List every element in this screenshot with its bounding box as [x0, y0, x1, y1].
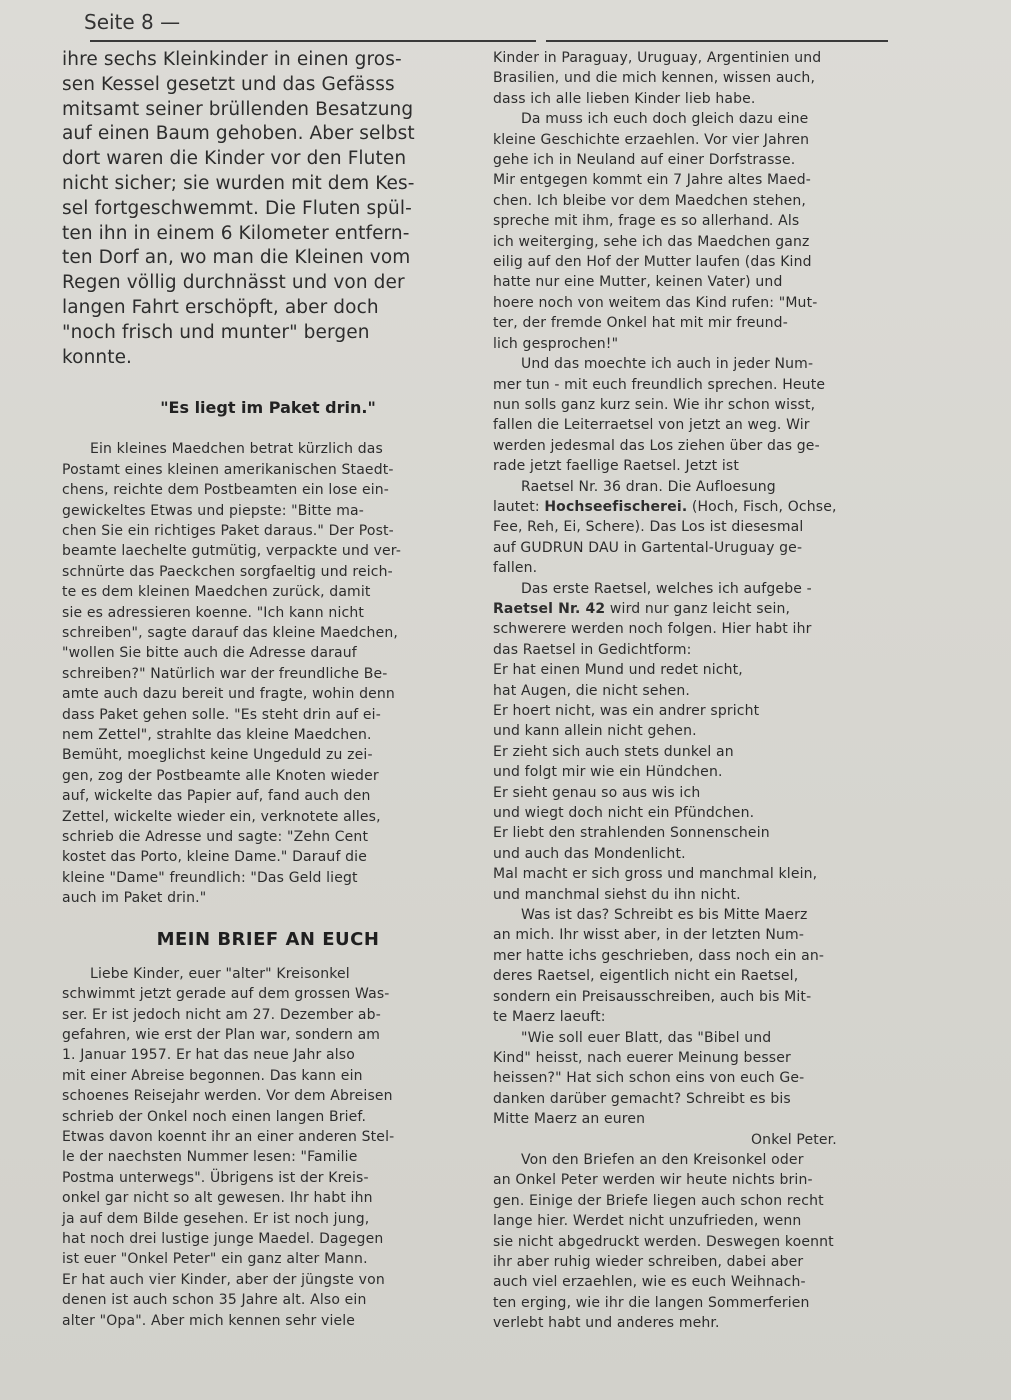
- text-line: chen. Ich bleibe vor dem Maedchen stehen,: [493, 192, 807, 209]
- text-line: hat Augen, die nicht sehen.: [493, 682, 690, 699]
- text-line: chen Sie ein richtiges Paket daraus." Der Post-: [62, 522, 394, 539]
- text-line: Liebe Kinder, euer "alter" Kreisonkel: [90, 965, 350, 982]
- text-line: dass ich alle lieben Kinder lieb habe.: [493, 90, 756, 107]
- text-line: le der naechsten Nummer lesen: "Familie: [62, 1149, 358, 1166]
- text-line: ist euer "Onkel Peter" ein ganz alter Mann.: [62, 1251, 368, 1268]
- text-line: Von den Briefen an den Kreisonkel oder: [521, 1151, 804, 1168]
- header-rule-right: [546, 40, 888, 42]
- text-line: sel fortgeschwemmt. Die Fluten spül-: [62, 197, 412, 219]
- text-line: schreiben", sagte darauf das kleine Maedchen,: [62, 625, 398, 642]
- text-line: kostet das Porto, kleine Dame." Darauf die: [62, 849, 367, 866]
- header-rule-left: [90, 40, 536, 42]
- text-line: mitsamt seiner brüllenden Besatzung: [62, 98, 414, 120]
- letter-paragraph: [62, 964, 474, 1331]
- text-line: "wollen Sie bitte auch die Adresse darauf: [62, 645, 357, 662]
- text-line: Postamt eines kleinen amerikanischen Staedt-: [62, 461, 394, 478]
- left-column: [62, 48, 474, 1331]
- signature: Onkel Peter.: [751, 1131, 837, 1148]
- text-line: auch viel erzaehlen, wie es euch Weihnach-: [493, 1274, 806, 1291]
- text-line: das Raetsel in Gedichtform:: [493, 641, 692, 658]
- text-line: Fee, Reh, Ei, Schere). Das Los ist diesesmal: [493, 519, 804, 536]
- text-line: amte auch dazu bereit und fragte, wohin denn: [62, 686, 395, 703]
- text-line: lange hier. Werdet nicht unzufrieden, wenn: [493, 1213, 802, 1230]
- text-line: hat noch drei lustige junge Maedel. Dagegen: [62, 1230, 384, 1247]
- text-line: danken darüber gemacht? Schreibt es bis: [493, 1090, 791, 1107]
- text-line: an mich. Ihr wisst aber, in der letzten Num-: [493, 927, 805, 944]
- text-line: fallen.: [493, 560, 538, 577]
- text-line: schreiben?" Natürlich war der freundliche Be-: [62, 665, 388, 682]
- riddle-number-label: Raetsel Nr. 42: [493, 600, 606, 617]
- text-line: Regen völlig durchnässt und von der: [62, 272, 405, 294]
- letter-title: MEIN BRIEF AN EUCH: [156, 928, 380, 950]
- text-line: Er sieht genau so aus wis ich: [493, 784, 701, 801]
- text-line: sie nicht abgedruckt werden. Deswegen koennt: [493, 1233, 834, 1250]
- text-line: langen Fahrt erschöpft, aber doch: [62, 296, 379, 318]
- text-line: werden jedesmal das Los ziehen über das ge-: [493, 437, 820, 454]
- text-line: auch im Paket drin.": [62, 890, 207, 907]
- text-line: schwerere werden noch folgen. Hier habt ihr: [493, 621, 812, 638]
- text-line: und manchmal siehst du ihn nicht.: [493, 886, 741, 903]
- text-line: schrieb der Onkel noch einen langen Brief.: [62, 1108, 367, 1125]
- text-line: gen. Einige der Briefe liegen auch schon recht: [493, 1192, 824, 1209]
- right-column: [493, 48, 903, 1334]
- text-line: ihr aber ruhig wieder schreiben, dabei aber: [493, 1253, 804, 1270]
- text-line: ihre sechs Kleinkinder in einen gros-: [62, 49, 402, 70]
- text-line: Raetsel Nr. 36 dran. Die Aufloesung: [521, 478, 776, 495]
- text-line: Er hat auch vier Kinder, aber der jüngste von: [62, 1271, 385, 1288]
- text-line: nicht sicher; sie wurden mit dem Kes-: [62, 172, 415, 194]
- text-line: 1. Januar 1957. Er hat das neue Jahr also: [62, 1047, 355, 1064]
- text-line: verlebt habt und anderes mehr.: [493, 1315, 720, 1332]
- text-line: onkel gar nicht so alt gewesen. Ihr habt ihn: [62, 1190, 373, 1207]
- text-line: Er liebt den strahlenden Sonnenschein: [493, 825, 770, 842]
- text-line: schwimmt jetzt gerade auf dem grossen Was-: [62, 986, 390, 1003]
- text-line: und auch das Mondenlicht.: [493, 845, 686, 862]
- text-line: schrieb die Adresse und sagte: "Zehn Cent: [62, 829, 369, 846]
- text-line: [493, 599, 903, 619]
- text-line: an Onkel Peter werden wir heute nichts brin-: [493, 1172, 813, 1189]
- text-line: Mir entgegen kommt ein 7 Jahre altes Maed-: [493, 172, 811, 189]
- text-line: mer tun - mit euch freundlich sprechen. Heute: [493, 376, 826, 393]
- text-line: "Wie soll euer Blatt, das "Bibel und: [521, 1029, 772, 1046]
- text-line: konnte.: [62, 346, 133, 368]
- text-line: hoere noch von weitem das Kind rufen: "Mut-: [493, 294, 818, 311]
- text-line: Mal macht er sich gross und manchmal klein,: [493, 866, 818, 883]
- text-line: auf, wickelte das Papier auf, fand auch den: [62, 788, 371, 805]
- text-line: und folgt mir wie ein Hündchen.: [493, 764, 723, 781]
- text-line: Er hat einen Mund und redet nicht,: [493, 662, 743, 679]
- text-line: fallen die Leiterraetsel von jetzt an weg. Wir: [493, 417, 810, 434]
- text-line: ten erging, wie ihr die langen Sommerferien: [493, 1294, 810, 1311]
- intro-paragraph: [62, 48, 474, 370]
- text-line: deres Raetsel, eigentlich nicht ein Raetsel,: [493, 968, 799, 985]
- text-line: Postma unterwegs". Übrigens ist der Kreis-: [62, 1169, 369, 1186]
- letter-continuation: [493, 48, 903, 1334]
- text-line: gefahren, wie erst der Plan war, sondern am: [62, 1026, 381, 1043]
- text-line: hatte nur eine Mutter, keinen Vater) und: [493, 274, 783, 291]
- text-line: ten ihn in einem 6 Kilometer entfern-: [62, 222, 410, 244]
- text-line: nem Zettel", strahlte das kleine Maedchen.: [62, 727, 372, 744]
- text-line: sie es adressieren koenne. "Ich kann nicht: [62, 604, 365, 621]
- text-line: Etwas davon koennt ihr an einer anderen Stel-: [62, 1128, 395, 1145]
- page-number-label: Seite 8 —: [84, 10, 181, 34]
- text-line: Er zieht sich auch stets dunkel an: [493, 743, 734, 760]
- text-line: lich gesprochen!": [493, 335, 619, 352]
- text-line: gewickeltes Etwas und piepste: "Bitte ma-: [62, 502, 364, 519]
- text-line: Das erste Raetsel, welches ich aufgebe -: [521, 580, 812, 597]
- text-line: ser. Er ist jedoch nicht am 27. Dezember ab-: [62, 1006, 381, 1023]
- text-line: beamte laechelte gutmütig, verpackte und ver-: [62, 543, 402, 560]
- text-span: wird nur ganz leicht sein,: [605, 600, 791, 617]
- text-line: chens, reichte dem Postbeamten ein lose ein-: [62, 482, 390, 499]
- text-line: sen Kessel gesetzt und das Gefässs: [62, 73, 395, 95]
- text-line: te Maerz laeuft:: [493, 1009, 606, 1026]
- text-line: schnürte das Paeckchen sorgfaeltig und reich-: [62, 563, 393, 580]
- text-line: heissen?" Hat sich schon eins von euch Ge-: [493, 1070, 805, 1087]
- text-line: Zettel, wickelte wieder ein, verknotete alles,: [62, 808, 381, 825]
- text-line: alter "Opa". Aber mich kennen sehr viele: [62, 1312, 356, 1329]
- story-paragraph: [62, 439, 474, 908]
- page-header: [84, 8, 884, 42]
- text-line: te es dem kleinen Maedchen zurück, damit: [62, 584, 371, 601]
- text-line: sondern ein Preisausschreiben, auch bis Mit-: [493, 988, 812, 1005]
- text-line: und kann allein nicht gehen.: [493, 723, 697, 740]
- text-line: rade jetzt faellige Raetsel. Jetzt ist: [493, 458, 739, 475]
- text-span: (Hoch, Fisch, Ochse,: [687, 498, 837, 515]
- text-line: ten Dorf an, wo man die Kleinen vom: [62, 247, 411, 269]
- text-line: auf GUDRUN DAU in Gartental-Uruguay ge-: [493, 539, 803, 556]
- text-span: lautet:: [493, 498, 545, 515]
- text-line: gehe ich in Neuland auf einer Dorfstrasse.: [493, 152, 796, 169]
- text-line: Da muss ich euch doch gleich dazu eine: [521, 111, 809, 128]
- text-line: ja auf dem Bilde gesehen. Er ist noch jung,: [62, 1210, 370, 1227]
- text-line: Kind" heisst, nach euerer Meinung besser: [493, 1049, 791, 1066]
- text-line: Kinder in Paraguay, Uruguay, Argentinien und: [493, 50, 822, 66]
- text-line: spreche mit ihm, frage es so allerhand. Als: [493, 213, 800, 230]
- text-line: eilig auf den Hof der Mutter laufen (das Kind: [493, 254, 812, 271]
- text-line: Und das moechte ich auch in jeder Num-: [521, 356, 814, 373]
- text-line: nun solls ganz kurz sein. Wie ihr schon wisst,: [493, 396, 816, 413]
- riddle-answer: Hochseefischerei.: [544, 498, 688, 515]
- text-line: Mitte Maerz an euren: [493, 1111, 646, 1128]
- text-line: Ein kleines Maedchen betrat kürzlich das: [90, 441, 383, 458]
- text-line: und wiegt doch nicht ein Pfündchen.: [493, 805, 755, 822]
- text-line: gen, zog der Postbeamte alle Knoten wieder: [62, 767, 379, 784]
- text-line: dort waren die Kinder vor den Fluten: [62, 148, 407, 170]
- text-line: mit einer Abreise begonnen. Das kann ein: [62, 1067, 363, 1084]
- story-title: "Es liegt im Paket drin.": [160, 398, 376, 418]
- text-line: auf einen Baum gehoben. Aber selbst: [62, 123, 415, 145]
- text-line: Was ist das? Schreibt es bis Mitte Maerz: [521, 907, 808, 924]
- text-line: denen ist auch schon 35 Jahre alt. Also ein: [62, 1292, 367, 1309]
- text-line: dass Paket gehen solle. "Es steht drin auf ei-: [62, 706, 381, 723]
- text-line: kleine Geschichte erzaehlen. Vor vier Jahren: [493, 131, 810, 148]
- text-line: Brasilien, und die mich kennen, wissen auch,: [493, 70, 816, 87]
- text-line: [493, 497, 903, 517]
- text-line: Er hoert nicht, was ein andrer spricht: [493, 703, 760, 719]
- text-line: schoenes Reisejahr werden. Vor dem Abreisen: [62, 1088, 393, 1105]
- text-line: ter, der fremde Onkel hat mit mir freund-: [493, 315, 788, 332]
- text-line: ich weiterging, sehe ich das Maedchen ganz: [493, 233, 810, 250]
- text-line: kleine "Dame" freundlich: "Das Geld liegt: [62, 869, 358, 886]
- text-line: Bemüht, moeglichst keine Ungeduld zu zei-: [62, 747, 373, 764]
- text-line: mer hatte ichs geschrieben, dass noch ein an-: [493, 947, 825, 964]
- text-line: "noch frisch und munter" bergen: [62, 321, 370, 343]
